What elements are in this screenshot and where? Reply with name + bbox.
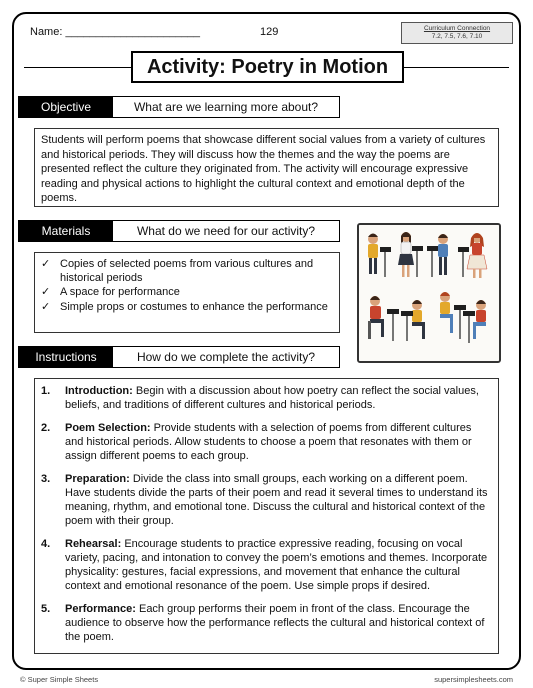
list-item: ✓ Copies of selected poems from various cultures and historical periods	[41, 258, 314, 284]
check-icon: ✓	[41, 258, 51, 270]
curriculum-connection-box	[401, 22, 513, 44]
page-number: 129	[260, 26, 279, 38]
step-title: Introduction:	[65, 385, 133, 397]
materials-header	[18, 220, 340, 242]
objective-question: What are we learning more about?	[133, 100, 319, 114]
curriculum-codes: 7.2, 7.5, 7.6, 7.10	[431, 33, 483, 40]
materials-list	[41, 258, 333, 314]
objective-box	[34, 128, 499, 207]
materials-box	[34, 252, 340, 333]
instruction-step: 4. Rehearsal: Encourage students to practice expressive reading, focusing on vocal variety, pacing, and intonation to convey the poem’s emotions and themes. Incorporate physicality: gestures, facial expressions, and movement that enhance the cultural context and emotional resonance of the poem. Use simple props if desired.	[41, 538, 488, 592]
instruction-step: 2. Poem Selection: Provide students with a selection of poems from different cultures and historical periods. Allow students to choose a poem that resonates with them or assign different poems to each group.	[41, 422, 472, 462]
check-icon: ✓	[41, 300, 51, 313]
list-item: ✓ A space for performance	[41, 286, 180, 298]
step-title: Rehearsal:	[65, 538, 122, 550]
instruction-step: 3. Preparation: Divide the class into small groups, each working on a different poem. Have students divide the parts of their poem and read it several times to understand its meaning, rhythm, and emotional tone. Discuss the cultural and historical context of the poem with their group.	[41, 473, 488, 527]
curriculum-connection-title[interactable]: Curriculum Connection	[423, 25, 491, 32]
instructions-label: Instructions	[19, 347, 113, 367]
objective-text: Students will perform poems that showcase different social values from a variety of cultures and historical periods. They will discuss how the themes and the way the poems are presented reflect the culture they originated from. The activity will encourage expressive reading and physical actions to highlight the cultural context and emotional depth of the poems.	[41, 134, 486, 204]
step-title: Poem Selection:	[65, 422, 151, 434]
step-title: Performance:	[65, 603, 136, 615]
page-title: Activity: Poetry in Motion	[131, 51, 404, 83]
objective-header	[18, 96, 340, 118]
instructions-list	[41, 384, 492, 644]
materials-label: Materials	[19, 221, 113, 241]
instruction-step: 5. Performance: Each group performs their poem in front of the class. Encourage the audience to observe how the performance reflects the cultural and historical context of the poem.	[41, 603, 485, 643]
students-performing-image	[359, 225, 499, 361]
list-item: ✓ Simple props or costumes to enhance the performance	[41, 300, 328, 313]
instruction-step: 1. Introduction: Begin with a discussion about how poetry can reflect the social values, beliefs, and traditions of different cultures and historical periods.	[41, 385, 479, 411]
objective-label: Objective	[19, 97, 113, 117]
name-field[interactable]: Name: ______________________	[30, 26, 201, 38]
materials-question: What do we need for our activity?	[136, 224, 316, 238]
instructions-question: How do we complete the activity?	[136, 350, 316, 364]
instructions-box	[34, 378, 499, 654]
footer-website-link[interactable]: supersimplesheets.com	[434, 675, 513, 684]
poetry-performance-illustration	[357, 223, 501, 363]
check-icon: ✓	[41, 286, 51, 298]
footer-copyright: © Super Simple Sheets	[20, 675, 99, 684]
instructions-header	[18, 346, 340, 368]
step-title: Preparation:	[65, 473, 130, 485]
